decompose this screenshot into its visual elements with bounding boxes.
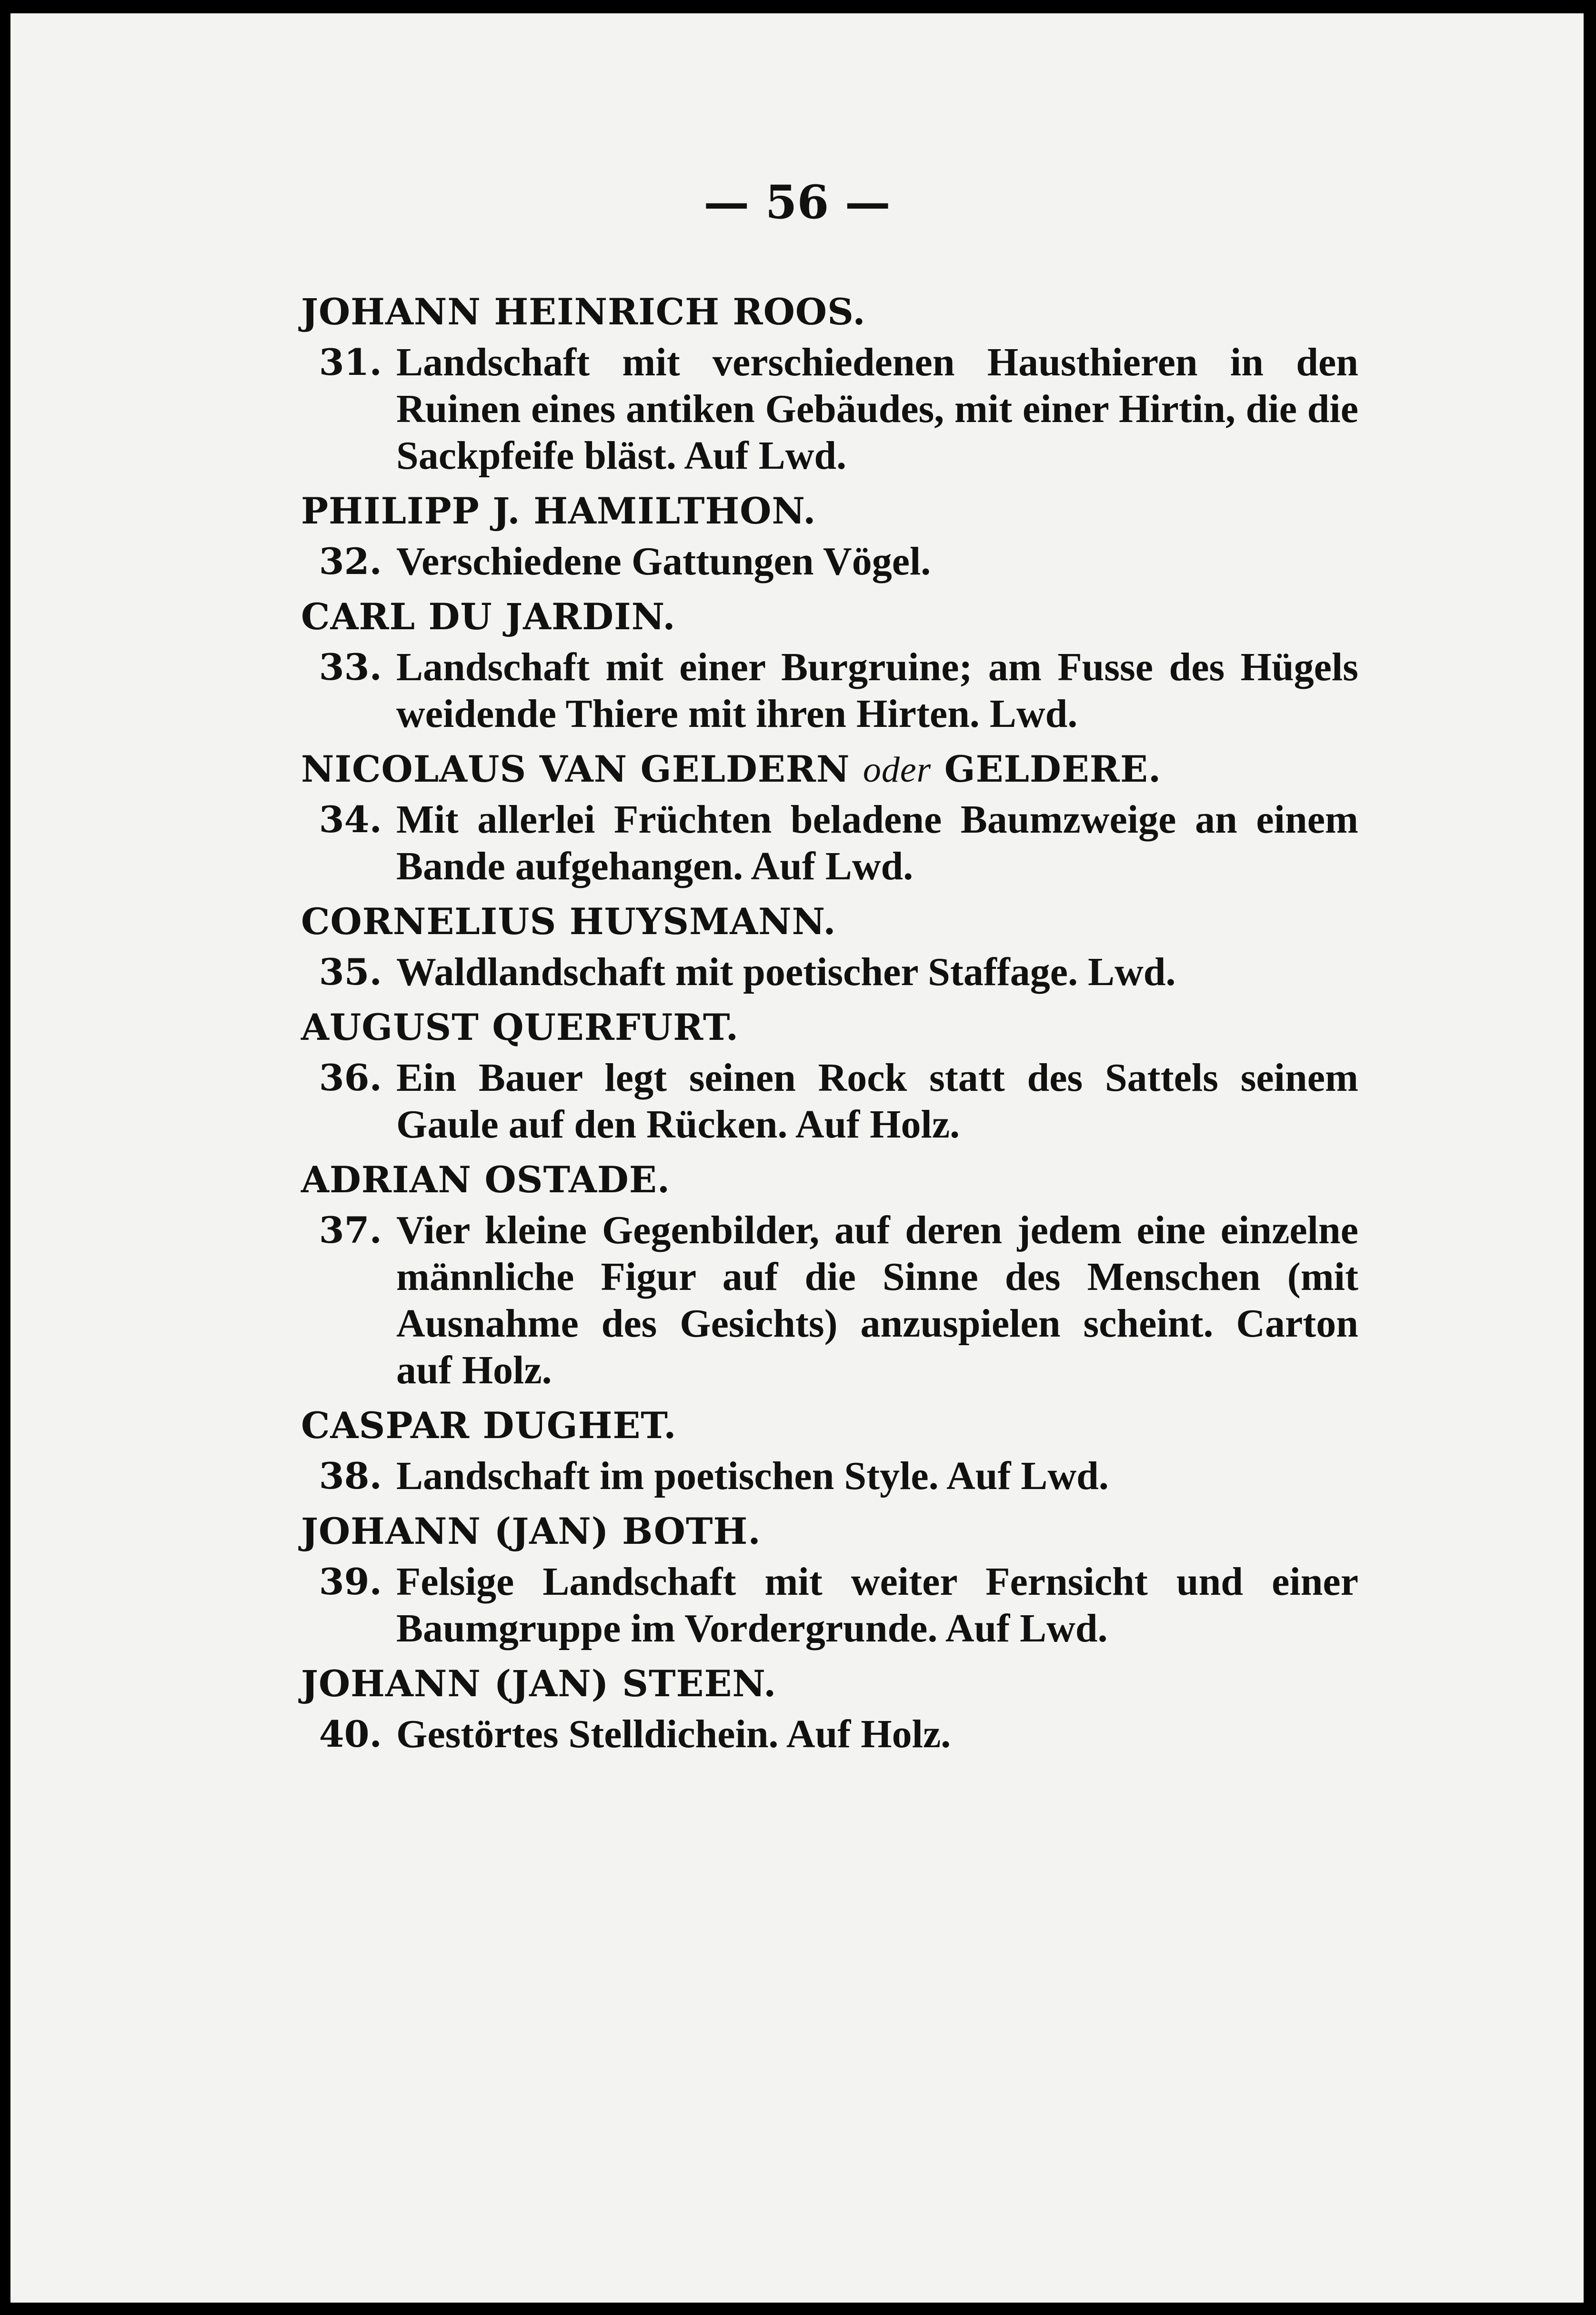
catalogue-entry bbox=[301, 1711, 1358, 1758]
catalogue-entry bbox=[301, 1207, 1358, 1394]
entry-number: 34. bbox=[319, 798, 382, 841]
entry-description: Mit allerlei Früchten beladene Baumzweige an einem Bande aufgehangen. Auf Lwd. bbox=[396, 797, 1358, 888]
entry-number: 31. bbox=[319, 341, 382, 383]
artist-heading: JOHANN (JAN) STEEN. bbox=[301, 1662, 777, 1705]
entry-description: Waldlandschaft mit poetischer Staffage. Lwd. bbox=[396, 950, 1176, 994]
entry-description: Vier kleine Gegenbilder, auf deren jedem eine einzelne männliche Figur auf die Sinne des Menschen (mit Ausnahme des Gesichts) anzuspielen scheint. Carton auf Holz. bbox=[396, 1208, 1358, 1392]
entry-description: Landschaft mit einer Burgruine; am Fusse des Hügels weidende Thiere mit ihren Hirten. Lwd. bbox=[396, 645, 1358, 736]
entry-number: 32. bbox=[319, 540, 382, 583]
entry-description: Verschiedene Gattungen Vögel. bbox=[396, 539, 931, 584]
entry-description: Gestörtes Stelldichein. Auf Holz. bbox=[396, 1712, 951, 1756]
entry-number: 33. bbox=[319, 646, 382, 688]
artist-heading: CORNELIUS HUYSMANN. bbox=[301, 900, 836, 943]
catalogue-entry bbox=[301, 538, 1358, 585]
catalogue-entry bbox=[301, 1559, 1358, 1652]
artist-heading bbox=[301, 742, 1358, 796]
artist-heading: JOHANN HEINRICH ROOS. bbox=[301, 291, 866, 333]
artist-heading: PHILIPP J. HAMILTHON. bbox=[301, 490, 816, 532]
entry-number: 40. bbox=[319, 1713, 382, 1755]
entry-number: 37. bbox=[319, 1209, 382, 1251]
artist-heading: CASPAR DUGHET. bbox=[301, 1404, 677, 1447]
artist-conjunction: oder bbox=[863, 750, 932, 790]
catalogue-entry bbox=[301, 1055, 1358, 1148]
entry-description: Landschaft mit verschiedenen Hausthieren in den Ruinen eines antiken Gebäudes, mit einer Hirtin, die die Sackpfeife bläst. Auf Lwd. bbox=[396, 340, 1358, 478]
entry-number: 39. bbox=[319, 1560, 382, 1603]
book-page bbox=[10, 13, 1584, 2303]
catalogue-entry bbox=[301, 339, 1358, 479]
catalogue-entry bbox=[301, 1453, 1358, 1500]
entry-description: Landschaft im poetischen Style. Auf Lwd. bbox=[396, 1454, 1109, 1498]
entry-description: Felsige Landschaft mit weiter Fernsicht und einer Baumgruppe im Vordergrunde. Auf Lwd. bbox=[396, 1560, 1358, 1651]
page-number: — 56 — bbox=[703, 175, 891, 229]
catalogue-entry bbox=[301, 644, 1358, 737]
entry-number: 38. bbox=[319, 1455, 382, 1497]
catalogue-list bbox=[301, 285, 1358, 1762]
artist-heading: CARL DU JARDIN. bbox=[301, 595, 676, 638]
catalogue-entry bbox=[301, 949, 1358, 996]
artist-heading: ADRIAN OSTADE. bbox=[301, 1158, 671, 1201]
artist-name-part: GELDERE. bbox=[944, 748, 1162, 790]
artist-heading: AUGUST QUERFURT. bbox=[301, 1006, 739, 1048]
entry-number: 35. bbox=[319, 951, 382, 993]
entry-number: 36. bbox=[319, 1057, 382, 1099]
catalogue-entry bbox=[301, 796, 1358, 890]
artist-name-part: NICOLAUS VAN GELDERN bbox=[301, 748, 850, 790]
artist-heading: JOHANN (JAN) BOTH. bbox=[301, 1510, 761, 1552]
entry-description: Ein Bauer legt seinen Rock statt des Sattels seinem Gaule auf den Rücken. Auf Holz. bbox=[396, 1056, 1358, 1147]
